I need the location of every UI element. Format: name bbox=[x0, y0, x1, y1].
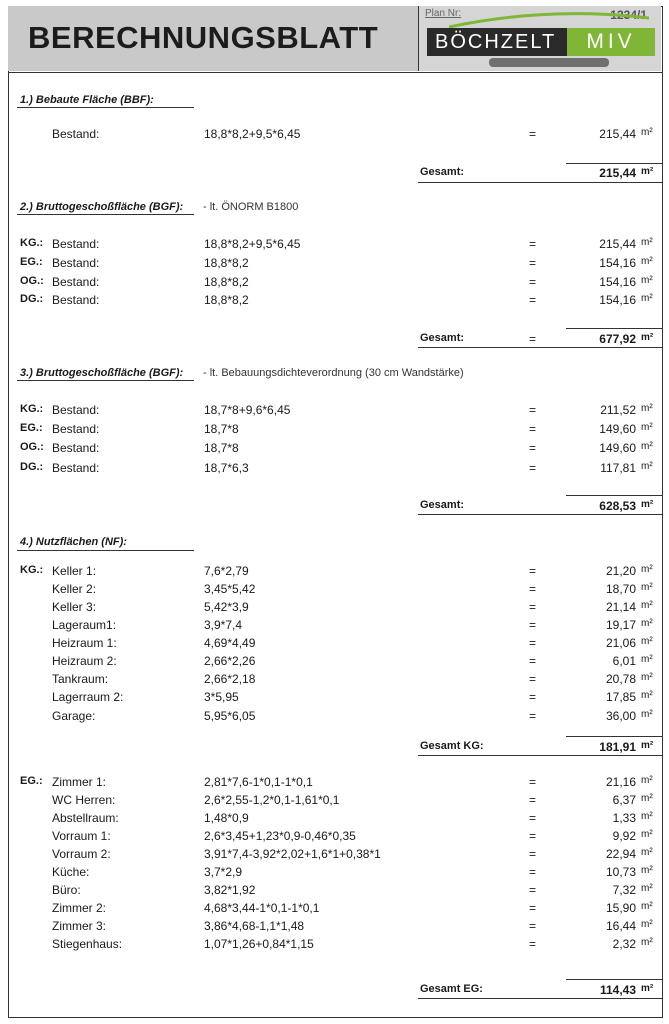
logo-text-miv: MIV bbox=[567, 28, 655, 56]
row-formula: 18,7*8 bbox=[204, 422, 239, 436]
row-formula: 5,42*3,9 bbox=[204, 600, 249, 614]
row-formula: 3,45*5,42 bbox=[204, 582, 256, 596]
logo-swoosh-icon bbox=[449, 12, 649, 28]
row-value: 16,44 bbox=[605, 919, 636, 933]
row-value: 7,32 bbox=[612, 883, 636, 897]
section-note: - lt. ÖNORM B1800 bbox=[203, 201, 299, 213]
row-equals: = bbox=[529, 709, 537, 723]
row-value: 2,32 bbox=[612, 937, 636, 951]
section-underline bbox=[17, 380, 194, 381]
row-equals: = bbox=[529, 775, 537, 789]
logo-shadow bbox=[489, 58, 609, 67]
row-equals: = bbox=[529, 847, 537, 861]
row-formula: 18,8*8,2+9,5*6,45 bbox=[204, 237, 301, 251]
row-equals: = bbox=[529, 582, 537, 596]
row-formula: 3,82*1,92 bbox=[204, 883, 256, 897]
row-value: 154,16 bbox=[599, 275, 636, 289]
row-value: 6,01 bbox=[612, 654, 636, 668]
row-unit: m² bbox=[641, 618, 653, 629]
row-label: Bestand: bbox=[52, 441, 100, 455]
row-formula: 1,48*0,9 bbox=[204, 811, 249, 825]
plan-number: 1234/1 bbox=[610, 8, 647, 22]
row-equals: = bbox=[529, 275, 537, 289]
row-label: Vorraum 2: bbox=[52, 847, 111, 861]
row-formula: 18,8*8,2 bbox=[204, 275, 249, 289]
row-unit: m² bbox=[641, 461, 653, 472]
row-formula: 4,69*4,49 bbox=[204, 636, 256, 650]
row-value: 10,73 bbox=[605, 865, 636, 879]
total-label: Gesamt: bbox=[420, 166, 465, 178]
row-label: Lageraum1: bbox=[52, 618, 117, 632]
total-box-line bbox=[566, 328, 663, 329]
row-unit: m² bbox=[641, 422, 653, 433]
row-label: Keller 2: bbox=[52, 582, 97, 596]
row-label: Bestand: bbox=[52, 422, 100, 436]
row-label: WC Herren: bbox=[52, 793, 116, 807]
row-label: Lagerraum 2: bbox=[52, 690, 124, 704]
row-formula: 18,8*8,2 bbox=[204, 293, 249, 307]
row-equals: = bbox=[529, 690, 537, 704]
row-value: 215,44 bbox=[599, 127, 636, 141]
section-heading-nf: 4.) Nutzflächen (NF): bbox=[20, 536, 127, 548]
title-box bbox=[8, 6, 418, 71]
row-formula: 3,7*2,9 bbox=[204, 865, 243, 879]
row-prefix: EG.: bbox=[20, 422, 43, 434]
section-heading-bbf: 1.) Bebaute Fläche (BBF): bbox=[20, 94, 154, 106]
section-heading-bgf-density: 3.) Bruttogeschoßfläche (BGF): bbox=[20, 367, 184, 379]
row-prefix: DG.: bbox=[20, 293, 44, 305]
row-equals: = bbox=[529, 564, 537, 578]
row-unit: m² bbox=[641, 865, 653, 876]
row-equals: = bbox=[529, 829, 537, 843]
total-separator bbox=[418, 514, 663, 515]
total-label: Gesamt: bbox=[420, 499, 465, 511]
row-equals: = bbox=[529, 793, 537, 807]
row-label: Vorraum 1: bbox=[52, 829, 111, 843]
page-frame bbox=[8, 6, 663, 1018]
page-title: BERECHNUNGSBLATT bbox=[28, 20, 379, 55]
row-label: Zimmer 3: bbox=[52, 919, 106, 933]
row-prefix: OG.: bbox=[20, 275, 44, 287]
row-label: Tankraum: bbox=[52, 672, 109, 686]
total-separator bbox=[418, 998, 663, 999]
total-value: 677,92 bbox=[599, 332, 636, 346]
row-unit: m² bbox=[641, 901, 653, 912]
row-equals: = bbox=[529, 600, 537, 614]
row-formula: 18,7*8 bbox=[204, 441, 239, 455]
row-prefix: DG.: bbox=[20, 461, 44, 473]
row-unit: m² bbox=[641, 937, 653, 948]
row-formula: 2,66*2,26 bbox=[204, 654, 256, 668]
row-formula: 3*5,95 bbox=[204, 690, 239, 704]
row-value: 22,94 bbox=[605, 847, 636, 861]
row-label: Bestand: bbox=[52, 293, 100, 307]
row-formula: 18,8*8,2 bbox=[204, 256, 249, 270]
row-value: 215,44 bbox=[599, 237, 636, 251]
section-note: - lt. Bebauungsdichteverordnung (30 cm Wandstärke) bbox=[203, 367, 464, 379]
row-label: Bestand: bbox=[52, 461, 100, 475]
row-unit: m² bbox=[641, 709, 653, 720]
row-unit: m² bbox=[641, 883, 653, 894]
row-unit: m² bbox=[641, 293, 653, 304]
total-unit: m² bbox=[641, 983, 654, 994]
row-prefix: KG.: bbox=[20, 237, 44, 249]
row-formula: 7,6*2,79 bbox=[204, 564, 249, 578]
row-equals: = bbox=[529, 672, 537, 686]
row-value: 149,60 bbox=[599, 441, 636, 455]
row-equals: = bbox=[529, 127, 537, 141]
plan-number-label: Plan Nr: bbox=[425, 8, 462, 19]
row-value: 36,00 bbox=[605, 709, 636, 723]
row-unit: m² bbox=[641, 919, 653, 930]
row-unit: m² bbox=[641, 793, 653, 804]
row-equals: = bbox=[529, 883, 537, 897]
row-label: Abstellraum: bbox=[52, 811, 119, 825]
row-value: 149,60 bbox=[599, 422, 636, 436]
row-prefix: EG.: bbox=[20, 775, 43, 787]
row-value: 21,14 bbox=[605, 600, 636, 614]
row-equals: = bbox=[529, 403, 537, 417]
row-equals: = bbox=[529, 293, 537, 307]
row-value: 154,16 bbox=[599, 293, 636, 307]
section-underline bbox=[17, 107, 194, 108]
row-formula: 2,6*3,45+1,23*0,9-0,46*0,35 bbox=[204, 829, 356, 843]
row-formula: 3,9*7,4 bbox=[204, 618, 243, 632]
total-value: 114,43 bbox=[599, 983, 636, 997]
row-equals: = bbox=[529, 865, 537, 879]
row-equals: = bbox=[529, 461, 537, 475]
row-label: Bestand: bbox=[52, 403, 100, 417]
row-unit: m² bbox=[641, 690, 653, 701]
row-label: Büro: bbox=[52, 883, 81, 897]
total-value: 215,44 bbox=[599, 166, 636, 180]
row-prefix: OG.: bbox=[20, 441, 44, 453]
row-unit: m² bbox=[641, 582, 653, 593]
row-equals: = bbox=[529, 901, 537, 915]
row-value: 17,85 bbox=[605, 690, 636, 704]
row-formula: 18,7*6,3 bbox=[204, 461, 249, 475]
row-label: Zimmer 2: bbox=[52, 901, 106, 915]
row-unit: m² bbox=[641, 672, 653, 683]
row-value: 21,06 bbox=[605, 636, 636, 650]
row-label: Bestand: bbox=[52, 275, 100, 289]
total-value: 181,91 bbox=[599, 740, 636, 754]
total-unit: m² bbox=[641, 166, 654, 177]
total-box-line bbox=[566, 736, 663, 737]
row-label: Stiegenhaus: bbox=[52, 937, 123, 951]
row-equals: = bbox=[529, 636, 537, 650]
row-formula: 2,81*7,6-1*0,1-1*0,1 bbox=[204, 775, 313, 789]
row-label: Bestand: bbox=[52, 256, 100, 270]
row-label: Keller 3: bbox=[52, 600, 97, 614]
row-equals: = bbox=[529, 937, 537, 951]
row-label: Zimmer 1: bbox=[52, 775, 106, 789]
row-label: Garage: bbox=[52, 709, 96, 723]
row-value: 15,90 bbox=[605, 901, 636, 915]
total-unit: m² bbox=[641, 740, 654, 751]
document-header bbox=[8, 6, 663, 73]
row-equals: = bbox=[529, 441, 537, 455]
row-value: 21,16 bbox=[605, 775, 636, 789]
row-equals: = bbox=[529, 237, 537, 251]
total-label: Gesamt EG: bbox=[420, 983, 483, 995]
row-unit: m² bbox=[641, 441, 653, 452]
total-separator bbox=[418, 347, 663, 348]
row-formula: 3,91*7,4-3,92*2,02+1,6*1+0,38*1 bbox=[204, 847, 381, 861]
total-box-line bbox=[566, 163, 663, 164]
total-separator bbox=[418, 182, 663, 183]
row-equals: = bbox=[529, 618, 537, 632]
row-formula: 1,07*1,26+0,84*1,15 bbox=[204, 937, 314, 951]
row-label: Heizraum 1: bbox=[52, 636, 117, 650]
row-formula: 3,86*4,68-1,1*1,48 bbox=[204, 919, 305, 933]
total-unit: m² bbox=[641, 499, 654, 510]
row-prefix: EG.: bbox=[20, 256, 43, 268]
row-formula: 2,66*2,18 bbox=[204, 672, 256, 686]
row-unit: m² bbox=[641, 811, 653, 822]
row-label: Bestand: bbox=[52, 237, 100, 251]
row-equals: = bbox=[529, 422, 537, 436]
row-unit: m² bbox=[641, 654, 653, 665]
row-label: Küche: bbox=[52, 865, 90, 879]
row-formula: 4,68*3,44-1*0,1-1*0,1 bbox=[204, 901, 320, 915]
section-heading-bgf-onorm: 2.) Bruttogeschoßfläche (BGF): bbox=[20, 201, 184, 213]
row-value: 1,33 bbox=[612, 811, 636, 825]
row-value: 19,17 bbox=[605, 618, 636, 632]
row-label: Bestand: bbox=[52, 127, 100, 141]
row-label: Heizraum 2: bbox=[52, 654, 117, 668]
row-formula: 18,8*8,2+9,5*6,45 bbox=[204, 127, 301, 141]
row-value: 6,37 bbox=[612, 793, 636, 807]
section-underline bbox=[17, 550, 194, 551]
total-label: Gesamt: bbox=[420, 332, 465, 344]
logo-text-bochzelt: BÖCHZELT bbox=[427, 28, 567, 56]
row-formula: 5,95*6,05 bbox=[204, 709, 256, 723]
row-formula: 2,6*2,55-1,2*0,1-1,61*0,1 bbox=[204, 793, 340, 807]
row-unit: m² bbox=[641, 403, 653, 414]
row-value: 154,16 bbox=[599, 256, 636, 270]
company-logo-box bbox=[418, 6, 661, 71]
row-equals: = bbox=[529, 811, 537, 825]
row-value: 117,81 bbox=[600, 461, 636, 475]
total-unit: m² bbox=[641, 332, 654, 343]
total-box-line bbox=[566, 495, 663, 496]
section-underline bbox=[17, 214, 194, 215]
row-prefix: KG.: bbox=[20, 403, 44, 415]
total-box-line bbox=[566, 979, 663, 980]
row-value: 20,78 bbox=[605, 672, 636, 686]
row-value: 18,70 bbox=[605, 582, 636, 596]
row-unit: m² bbox=[641, 256, 653, 267]
total-value: 628,53 bbox=[599, 499, 636, 513]
row-value: 21,20 bbox=[605, 564, 636, 578]
row-equals: = bbox=[529, 256, 537, 270]
total-equals: = bbox=[529, 332, 537, 346]
row-unit: m² bbox=[641, 127, 653, 138]
row-unit: m² bbox=[641, 564, 653, 575]
row-unit: m² bbox=[641, 847, 653, 858]
row-equals: = bbox=[529, 919, 537, 933]
row-value: 211,52 bbox=[600, 403, 636, 417]
row-unit: m² bbox=[641, 775, 653, 786]
row-value: 9,92 bbox=[612, 829, 636, 843]
total-separator bbox=[418, 755, 663, 756]
row-unit: m² bbox=[641, 600, 653, 611]
row-unit: m² bbox=[641, 275, 653, 286]
row-equals: = bbox=[529, 654, 537, 668]
row-unit: m² bbox=[641, 237, 653, 248]
row-unit: m² bbox=[641, 636, 653, 647]
row-formula: 18,7*8+9,6*6,45 bbox=[204, 403, 291, 417]
row-label: Keller 1: bbox=[52, 564, 97, 578]
row-unit: m² bbox=[641, 829, 653, 840]
total-label: Gesamt KG: bbox=[420, 740, 484, 752]
row-prefix: KG.: bbox=[20, 564, 44, 576]
